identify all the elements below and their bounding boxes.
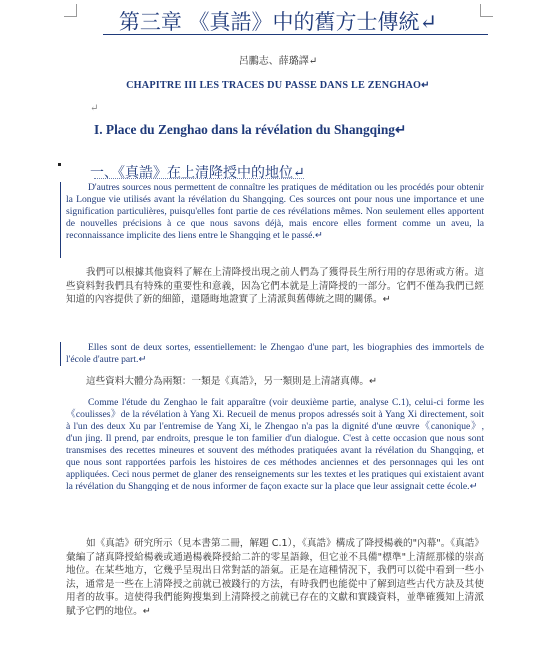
subsection-title: 一、《真誥》在上清降授中的地位↵ — [90, 165, 305, 181]
crop-mark-top-left — [64, 4, 77, 17]
section-title: I. Place du Zenghao dans la révélation du Shangqing↵ — [94, 122, 407, 137]
chapter-title-rule — [103, 34, 488, 35]
list-bullet-marker — [58, 163, 61, 166]
chinese-paragraph-3: 如《真誥》研究所示（見本書第二冊，解題 C.1），《真誥》構成了降授楊羲的"內幕"。《真誥》彙編了諸真降授給楊羲或通過楊羲降授給二許的零星語錄，但它並不具備"標準"上清經那樣的崇高地位。在某些地方，它幾乎呈現出日常對話的語氣。正是在這種情況下，我們可以從中看到一些小法，通常是一些在上清降授之前就已被踐行的方法，有時我們也能從中了解到這些古代方訣及其使用者的故事。這使得我們能夠搜集到上清降授之前就已存在的文獻和實踐資料，並準確獲知上清派賦予它們的地位。↵ — [66, 538, 484, 617]
chapter-title: 第三章 《真誥》中的舊方士傳統↵ — [118, 10, 438, 34]
crop-mark-top-right — [480, 4, 493, 17]
french-paragraph-3: Comme l'étude du Zenghao le fait apparaître (voir deuxième partie, analyse C.1), celui-ci forme les《coulisses》de la révélation à Yang Xi. Recueil de menus propos adressés soit à Yang Xi directement, soit à l'un des deux Xu par l'entremise de Yang Xi, le Zhengao n'a pas la dignité d'une œuvre《canonique》, d'un jing. Il prend, par endroits, presque le ton familier d'un dialogue. C'est à cette occasion que nous sont transmises des recettes mineures et souvent des méthodes pratiquées avant la révélation du Shangqing, et que nous sont rapportées parfois les histoires de ces méthodes anciennes et des personnages qui les ont appliquées. Ceci nous permet de glaner des renseignements sur les textes et les pratiques qui existaient avant la révélation du Shangqing et de nous informer de façon exacte sur la place que leur assignait cette école.↵ — [66, 397, 484, 492]
chinese-paragraph-1: 我們可以根據其他資料了解在上清降授出現之前人們為了獲得長生所行用的存思術或方術。這些資料對我們具有特殊的重要性和意義，因為它們本就是上清降授的一部分。它們不僅為我們已經知道的內容提供了新的細節，還隱晦地證實了上清派與舊傳統之間的關係。↵ — [66, 267, 484, 305]
french-paragraph-1: D'autres sources nous permettent de connaître les pratiques de méditation ou les procédés pour obtenir la Longue vie utilisés avant la révélation du Shangqing. Ces sources ont pour nous une importance et une signification particulières, puisqu'elles font partie de ces révélations mêmes. Non seulement elles apportent de nouvelles précisions à ce que nous savons déjà, mais encore elles forment comme un aveu, la reconnaissance implicite des liens entre le Shangqing et le passé.↵ — [66, 182, 484, 241]
change-bar — [60, 342, 61, 366]
subsection-underline — [94, 178, 304, 179]
translators-line: 呂鵬志、薛璐譯↵ — [238, 56, 318, 67]
empty-paragraph-mark: ↵ — [90, 103, 99, 114]
change-bar — [60, 182, 61, 258]
french-chapter-title: CHAPITRE III LES TRACES DU PASSE DANS LE ZENGHAO↵ — [126, 80, 430, 91]
french-paragraph-2: Elles sont de deux sortes, essentiellement: le Zhengao d'une part, les biographies des immortels de l'école d'autre part.↵ — [66, 342, 484, 365]
chinese-paragraph-2: 這些資料大體分為兩類：一類是《真誥》，另一類則是上清諸真傳。↵ — [86, 376, 378, 387]
